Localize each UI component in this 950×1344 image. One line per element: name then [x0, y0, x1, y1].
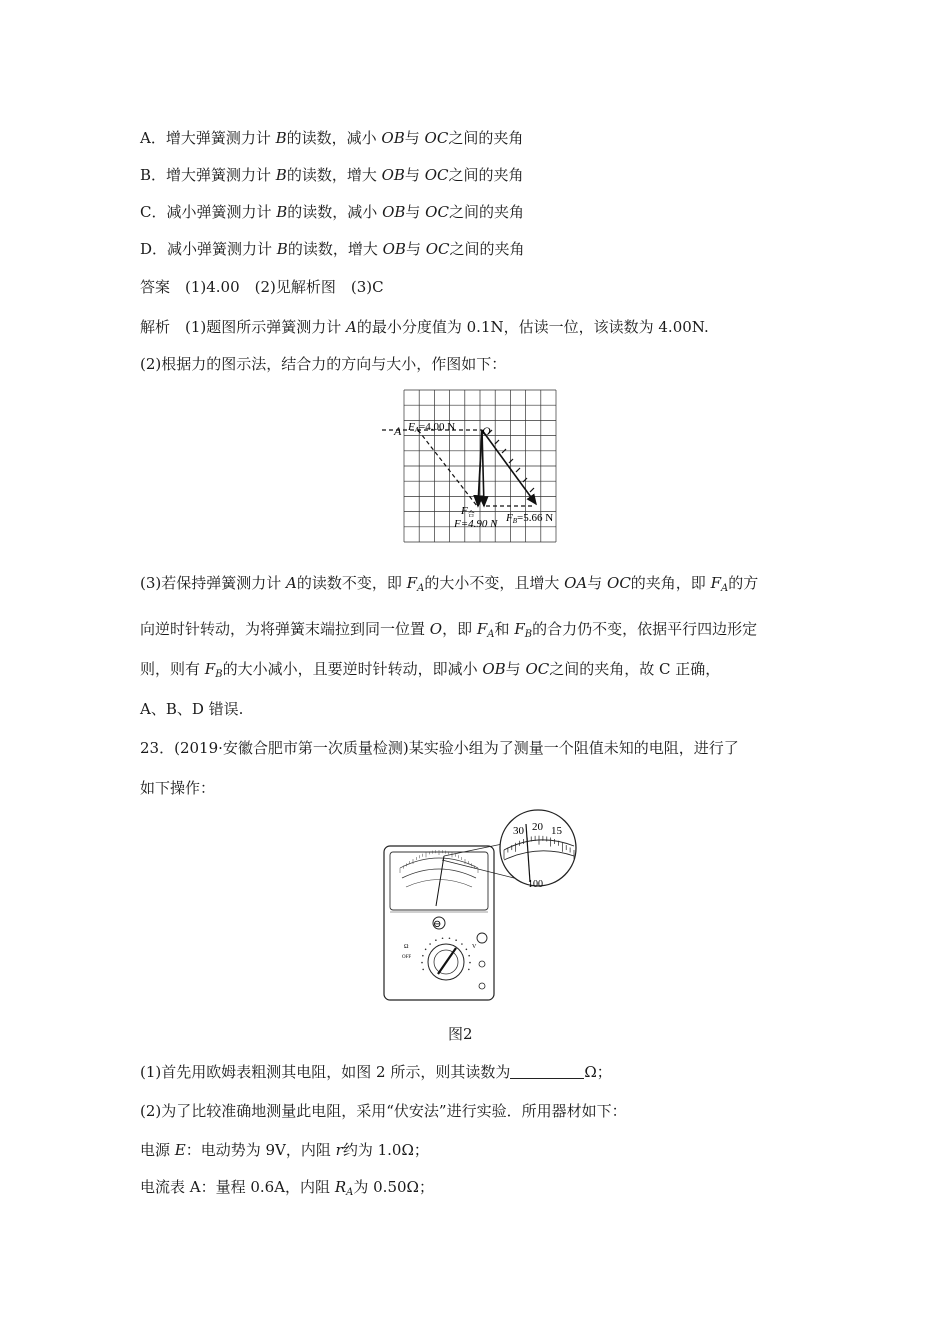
dial-ohm-label: Ω [404, 944, 409, 950]
question-23-line-2: 如下操作： [140, 779, 216, 797]
measured-force-arrow [482, 430, 484, 506]
part3-line-2: 向逆时针转动，为将弹簧末端拉到同一位置 O，即 $F_A$和 $F_B$的合力仍不变，依据平行四边形定 [140, 620, 758, 640]
label-fhe: F合 [461, 505, 475, 518]
part3-line-3: 则，则有 $F_B$的大小减小，且要逆时针转动，即减小 OB与 OC之间的夹角，故 C 正确， [140, 660, 721, 680]
force-diagram [382, 386, 562, 550]
answer-blank[interactable] [510, 1064, 584, 1079]
force-b-arrow [482, 430, 536, 504]
zoom-bottom-label: 100 [528, 879, 543, 890]
part3-line-1: (3)若保持弹簧测力计 A的读数不变，即 $F_A$的大小不变，且增大 OA与 OC的夹角，即 $F_A$的方 [140, 574, 759, 594]
power-source-line: 电源 E：电动势为 9V，内阻 r约为 1.0Ω； [140, 1141, 429, 1159]
zoom-tick-20: 20 [532, 821, 543, 833]
subquestion-1: (1)首先用欧姆表粗测其电阻，如图 2 所示，则其读数为 Ω； [140, 1063, 612, 1081]
subquestion-2: (2)为了比较准确地测量此电阻，采用“伏安法”进行实验．所用器材如下： [140, 1102, 627, 1120]
answer-line: 答案 (1)4.00 (2)见解析图 (3)C [140, 278, 384, 296]
ammeter-line: 电流表 A：量程 0.6A，内阻 $R_A$为 0.50Ω； [140, 1178, 434, 1198]
option-c: C．减小弹簧测力计 B的读数，减小 OB与 OC之间的夹角 [140, 203, 524, 221]
question-23-line-1: 23．(2019·安徽合肥市第一次质量检测)某实验小组为了测量一个阻值未知的电阻，进行了 [140, 739, 739, 757]
zoom-tick-30: 30 [513, 825, 524, 837]
multimeter-figure [380, 790, 580, 1005]
dashed-parallel-a [418, 430, 477, 506]
option-a: A．增大弹簧测力计 B的读数，减小 OB与 OC之间的夹角 [140, 129, 524, 147]
label-a: A [394, 424, 402, 438]
figure-2-caption: 图2 [448, 1025, 473, 1043]
part3-line-4: A、B、D 错误. [140, 700, 244, 718]
dial-off-label: OFF [402, 955, 412, 960]
zoom-tick-15: 15 [551, 825, 562, 837]
label-fa: FA=4.00 N [408, 421, 456, 434]
dial-v-label: V [472, 944, 477, 950]
label-fb: FB=5.66 N [506, 512, 554, 525]
option-d: D．减小弹簧测力计 B的读数，增大 OB与 OC之间的夹角 [140, 240, 525, 258]
analysis-line-1: 解析 (1)题图所示弹簧测力计 A的最小分度值为 0.1N，估读一位，该读数为 4.00N. [140, 318, 709, 336]
label-o: O [482, 424, 491, 438]
brand-logo: ⊖ [433, 919, 442, 930]
option-b: B．增大弹簧测力计 B的读数，增大 OB与 OC之间的夹角 [140, 166, 524, 184]
analysis-line-2: (2)根据力的图示法，结合力的方向与大小，作图如下： [140, 355, 507, 373]
label-f: F=4.90 N [454, 518, 498, 530]
